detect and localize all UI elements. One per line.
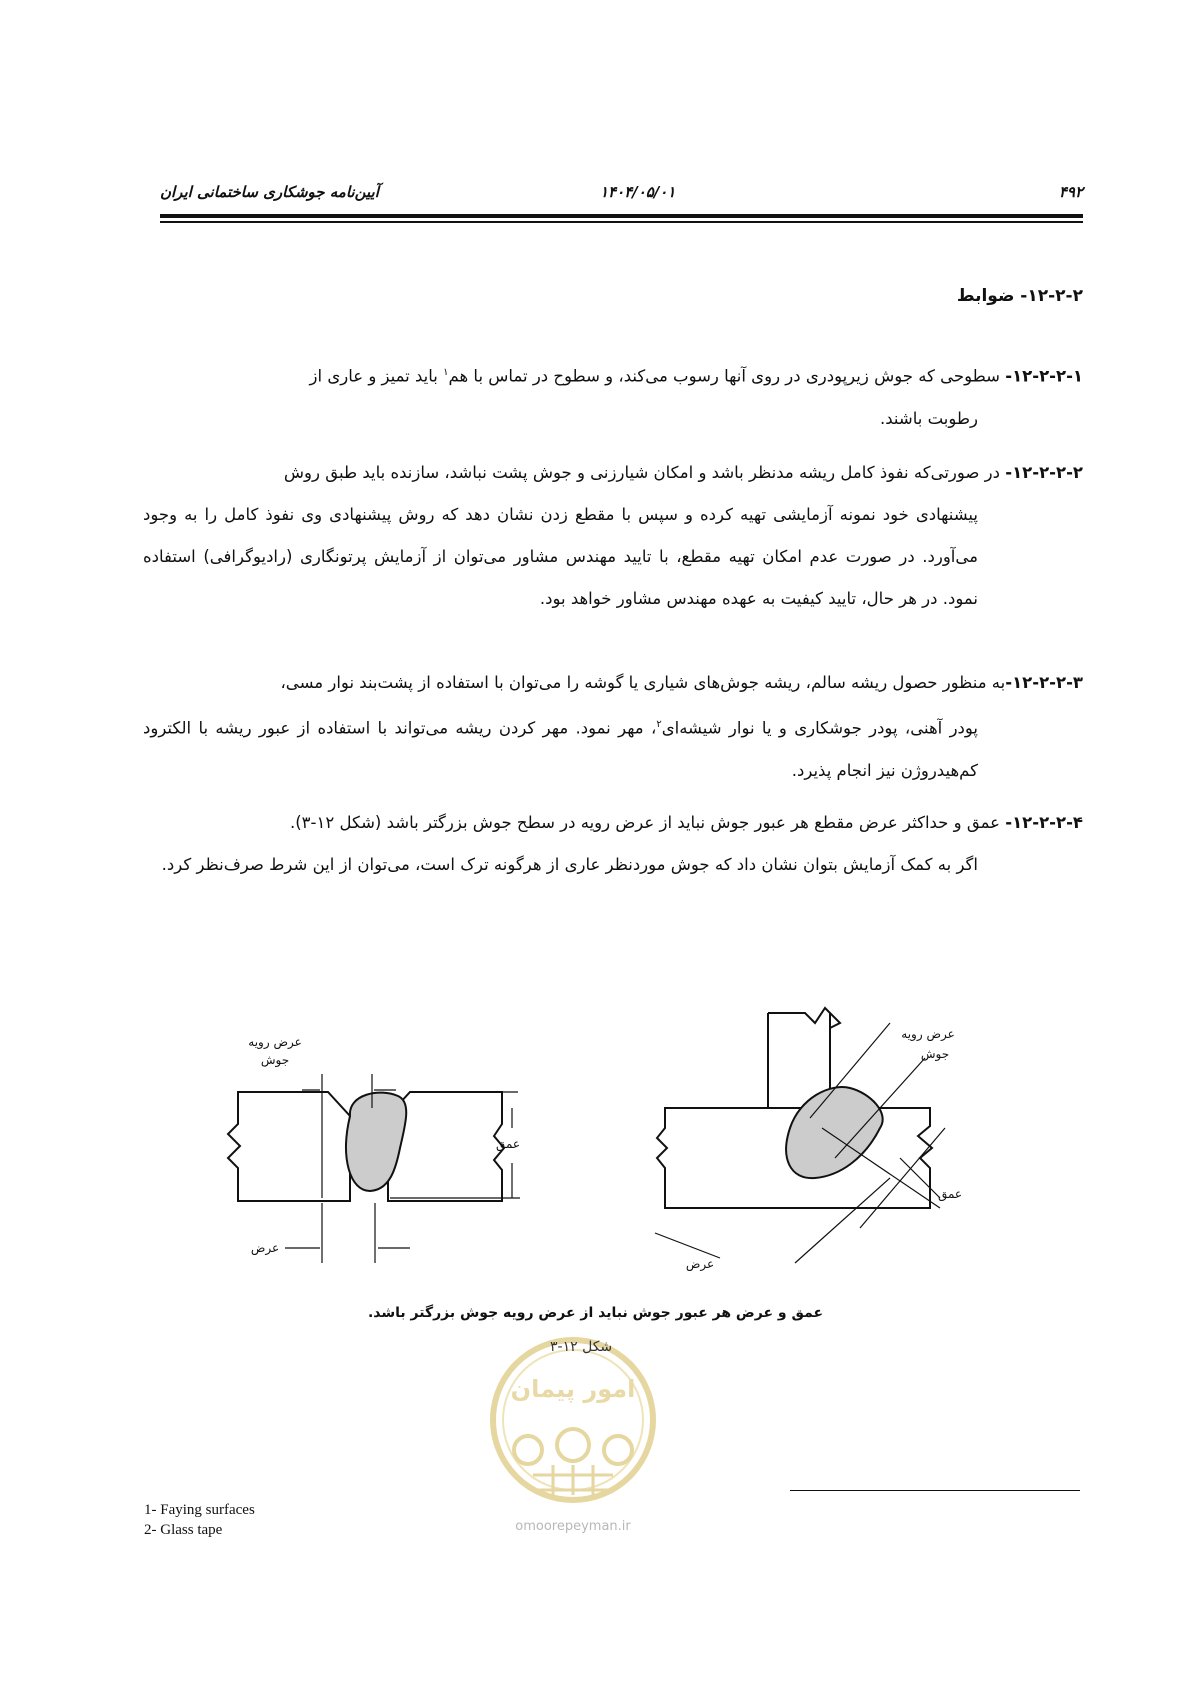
paragraph-continuation: اگر به کمک آزمایش بتوان نشان داد که جوش موردنظر عاری از هرگونه ترک است، می‌توان از این شرط صرف‌نظر کرد. [161, 855, 978, 874]
left-depth-label: عمق [495, 1137, 521, 1151]
left-plate-left [228, 1092, 350, 1201]
right-face-width-label-1: عرض رویه [901, 1027, 955, 1041]
paragraph-text: باید تمیز و عاری از [309, 366, 444, 386]
paragraph-3 [143, 662, 1083, 792]
paragraph-text: ، مهر نمود. مهر کردن ریشه می‌تواند با استفاده از عبور ریشه با الکترود کم‌هیدروژن نیز انجام پذیرد. [143, 718, 978, 780]
page-header [160, 183, 1083, 209]
footnote-ref: ۲ [656, 719, 662, 730]
paragraph-text: به منظور حصول ریشه سالم، ریشه جوش‌های شیاری یا گوشه را می‌توان با استفاده از پشت‌بند نوار مسی، [280, 673, 1006, 692]
paragraph-text: پودر آهنی، پودر جوشکاری و یا نوار شیشه‌ای [661, 718, 978, 738]
paragraph-continuation: رطوبت باشند. [880, 408, 978, 428]
paragraph-continuation [143, 704, 1083, 792]
paragraph-4 [143, 802, 1083, 886]
paragraph-number: ۱۲-۲-۲-۱- [1005, 366, 1083, 386]
figure-caption: عمق و عرض هر عبور جوش نباید از عرض رویه جوش بزرگتر باشد. [367, 1305, 824, 1321]
watermark-site: omoorepeyman.ir [515, 1519, 631, 1534]
paragraph-text: عمق و حداکثر عرض مقطع هر عبور جوش نباید از عرض رویه در سطح جوش بزرگتر باشد (شکل ۱۲-۳). [289, 813, 1006, 832]
header-date: ۱۴۰۴/۰۵/۰۱ [600, 183, 676, 201]
paragraph-text: در صورتی‌که نفوذ کامل ریشه مدنظر باشد و امکان شیارزنی و جوش پشت نباشد، سازنده باید طبق روش [283, 463, 1006, 482]
footnote-1: 1- Faying surfaces [144, 1502, 255, 1518]
paragraph-number: ۱۲-۲-۲-۲- [1005, 463, 1083, 482]
header-rule-thick [160, 214, 1083, 218]
right-depth-label: عمق [937, 1187, 963, 1201]
left-face-width-label-1: عرض رویه [248, 1035, 302, 1049]
paragraph-number: ۱۲-۲-۲-۳- [1005, 673, 1083, 692]
footnotes [144, 1500, 255, 1540]
right-weld-bead [786, 1087, 882, 1178]
left-weld-bead [346, 1093, 406, 1191]
header-title: آیین‌نامه جوشکاری ساختمانی ایران [160, 183, 379, 201]
right-face-width-label-2: جوش [920, 1047, 950, 1061]
paragraph-number: ۱۲-۲-۲-۴- [1005, 813, 1083, 832]
right-width-label: عرض [685, 1257, 715, 1271]
footnote-2: 2- Glass tape [144, 1522, 223, 1538]
paragraph-continuation: پیشنهادی خود نمونه آزمایشی تهیه کرده و سپس با مقطع زدن نشان دهد که روش پیشنهادی وی نفوذ کامل را به وجود می‌آورد. در صورت عدم امکان تهیه مقطع، با تایید مهندس مشاور می‌توان از آزمایش پرتونگاری (رادیوگرافی) استفاده نمود. در هر حال، تایید کیفیت به عهده مهندس مشاور خواهد بود. [143, 505, 978, 608]
figure-label: شکل ۱۲-۳ [550, 1339, 613, 1355]
paragraph-2 [143, 452, 1083, 620]
footnote-rule [790, 1490, 1080, 1491]
page-number: ۴۹۲ [1058, 183, 1083, 201]
footnote-ref: ۱ [443, 367, 449, 378]
left-face-width-label-2: جوش [260, 1053, 290, 1067]
section-heading: ۱۲-۲-۲- ضوابط [956, 286, 1083, 306]
watermark-logo [488, 1335, 658, 1535]
left-width-label: عرض [250, 1241, 280, 1255]
paragraph-text: سطوحی که جوش زیرپودری در روی آنها رسوب می‌کند، و سطوح در تماس با هم [448, 366, 1006, 386]
paragraph-1 [143, 352, 1083, 440]
weld-figure [200, 998, 1080, 1298]
header-rule-thin [160, 221, 1083, 223]
watermark-brand: امور پیمان [510, 1375, 636, 1403]
